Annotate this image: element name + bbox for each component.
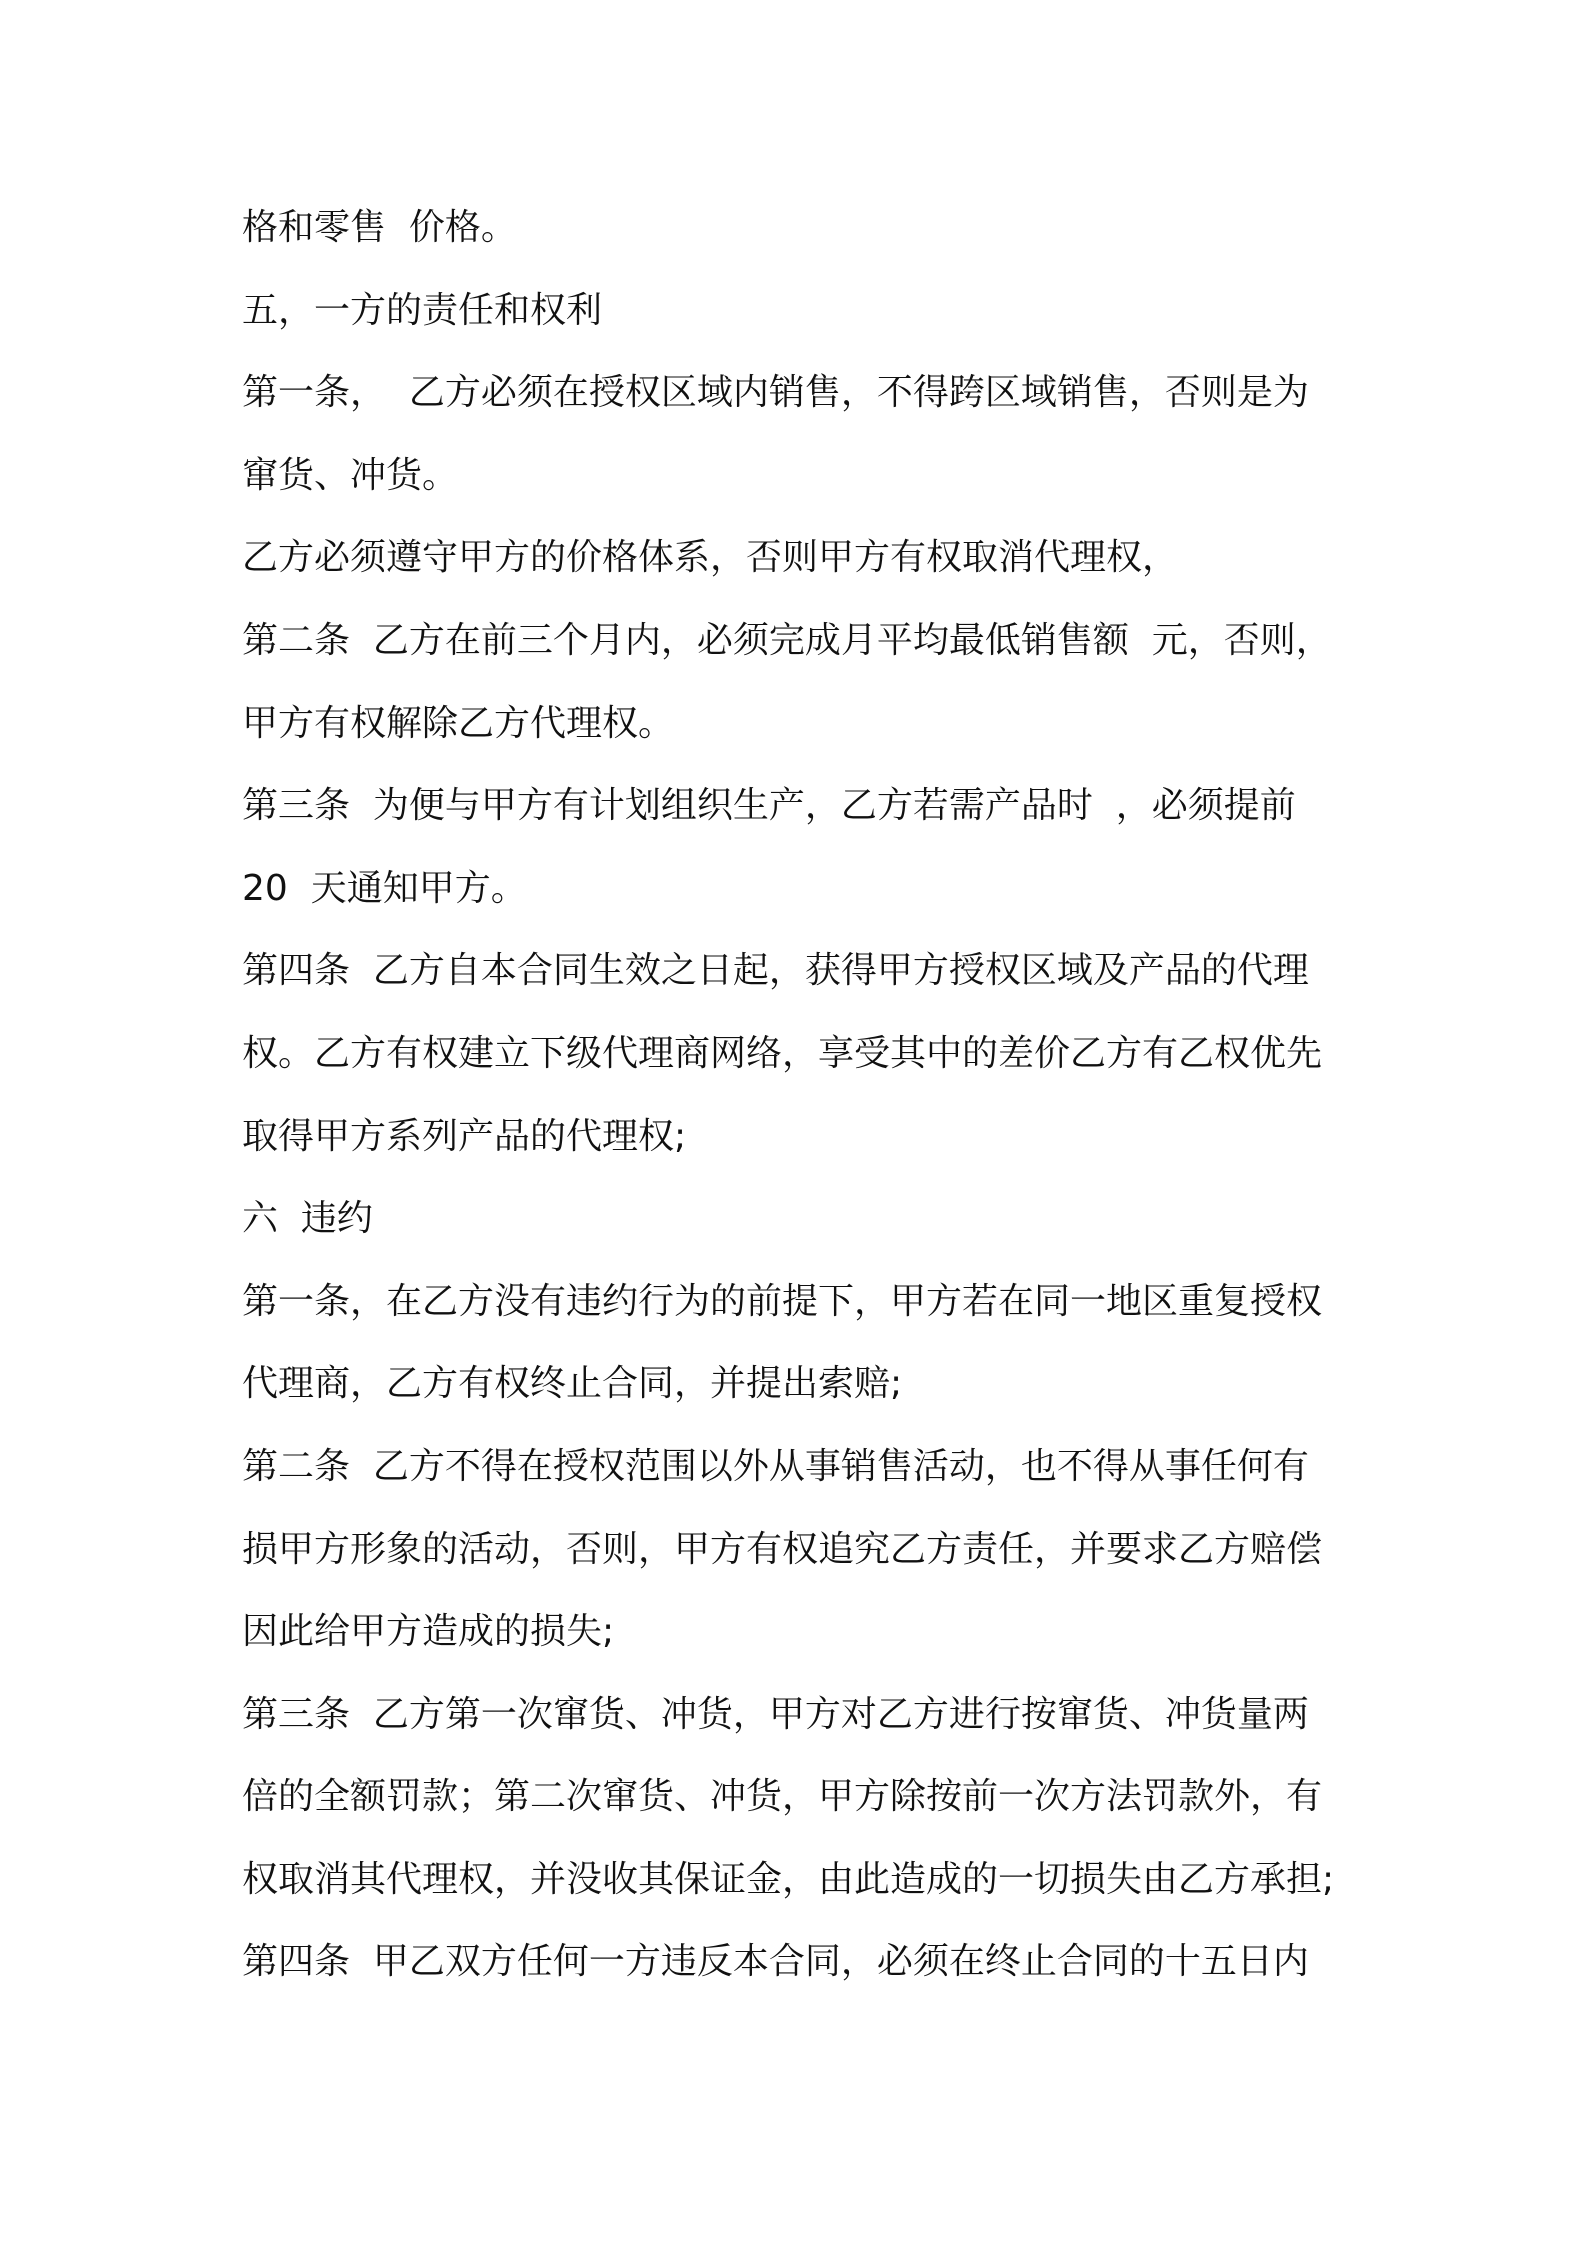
text-line: 乙方必须遵守甲方的价格体系，否则甲方有权取消代理权， xyxy=(242,537,1179,579)
text-line: 因此给甲方造成的损失; xyxy=(242,1611,615,1653)
document-body xyxy=(242,200,1372,2017)
text-line: 格和零售 价格。 xyxy=(242,207,517,248)
text-line: 损甲方形象的活动，否则，甲方有权追究乙方责任，并要求乙方赔偿 xyxy=(242,1528,1323,1570)
text-line: 第一条， 乙方必须在授权区域内销售，不得跨区域销售，否则是为 xyxy=(242,372,1309,414)
section-heading: 六 违约 xyxy=(242,1198,373,1240)
text-line: 取得甲方系列产品的代理权; xyxy=(242,1115,687,1157)
text-line: 权取消其代理权，并没收其保证金，由此造成的一切损失由乙方承担; xyxy=(242,1858,1335,1900)
text-line: 第二条 乙方不得在授权范围以外从事销售活动，也不得从事任何有 xyxy=(242,1445,1309,1487)
text-line: 倍的全额罚款；第二次窜货、冲货，甲方除按前一次方法罚款外，有 xyxy=(242,1776,1323,1818)
section-heading: 五，一方的责任和权利 xyxy=(242,289,603,331)
text-line: 第一条，在乙方没有违约行为的前提下，甲方若在同一地区重复授权 xyxy=(242,1280,1323,1322)
text-line: 代理商，乙方有权终止合同，并提出索赔; xyxy=(242,1363,903,1405)
text-line: 第二条 乙方在前三个月内，必须完成月平均最低销售额 元，否则， xyxy=(242,619,1332,661)
text-line: 第三条 为便与甲方有计划组织生产，乙方若需产品时 ，必须提前 xyxy=(242,785,1296,827)
text-line: 权。乙方有权建立下级代理商网络，享受其中的差价乙方有乙权优先 xyxy=(242,1032,1323,1074)
text-line: 甲方有权解除乙方代理权。 xyxy=(242,702,675,744)
text-line: 第三条 乙方第一次窜货、冲货，甲方对乙方进行按窜货、冲货量两 xyxy=(242,1693,1309,1735)
text-line: 窜货、冲货。 xyxy=(242,454,459,496)
text-line: 第四条 甲乙双方任何一方违反本合同，必须在终止合同的十五日内 xyxy=(242,1941,1309,1983)
text-line: 20 天通知甲方。 xyxy=(242,867,527,909)
text-line: 第四条 乙方自本合同生效之日起，获得甲方授权区域及产品的代理 xyxy=(242,950,1309,992)
